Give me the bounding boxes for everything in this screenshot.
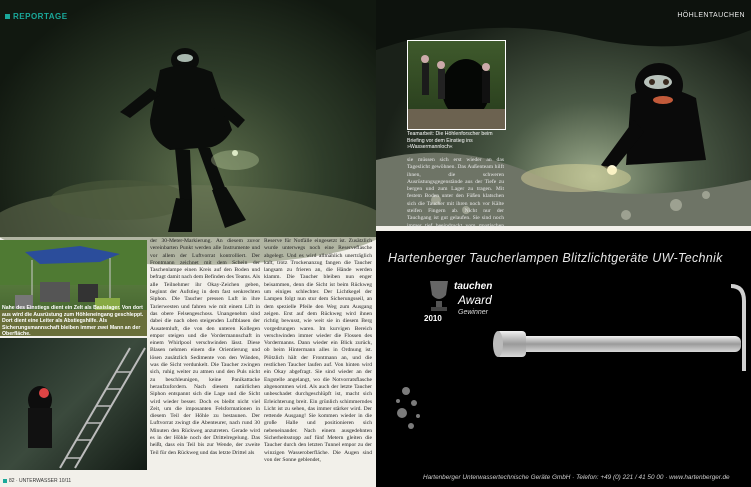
award-line-3: Gewinner [458,309,488,316]
award-year: 2010 [424,314,442,323]
section-label-right: HÖHLENTAUCHEN [677,12,745,19]
ladder-descent-photo [0,338,147,470]
article-column-3: Reserve für Notfälle eingesetzt ist. Zusätzlich wurde unterwegs noch eine Reserveflasche abgelegt. Und es wird allmählich unerträglich kalt, trotz Trockenanzug fangen die Taucher langsam zu frieren an, die Hände werden klamm. Die Taucher bleiben nun enger beisammen, denn die Sicht ist beim Rückweg um einiges schlechter. Der Lichtkegel der Lampen folgt nun stur dem Sicherungsseil, an dem spezielle Pfeile den Weg zum Ausgang zeigen. Erst auf dem Rückweg wird ihnen richtig bewusst, wie weit sie in diesem Berg vorgedrungen waren. Im kurvigen Bereich verschwinden immer wieder die Flossen des Vordermanns. Dann wieder ein Blick zurück, ob beim Hintermann alles in Ordnung ist. Plötzlich hält der Frontmann an, und die restlichen Taucher laufen auf. Von hinten wird ein Okay abgefragt. Sie sind wieder an der Engstelle angelangt, wo die Notvorratsflasche abgenommen wird. Als auch der letzte Taucher unbeschadet durchgeschlüpft ist, macht sich Erleichterung breit. Ein grünlich schimmerndes Licht ist zu sehen, das immer stärker wird. Der rettende Ausgang! Sie kommen wieder in die große Halle und positionieren sich nebeneinander. Nach einem ausgedehnten Sicherheitsstopp auf fünf Metern gleiten die Taucher durch den letzten Tunnel empor zu der winzigen Wasseroberfläche. Die Augen sind von der Sonne geblendet, [264,238,372,463]
caption-base-camp: Nahe des Einstiegs dient ein Zelt als Basislager. Von dort aus wird die Ausrüstung zum Höhleneingang geschleppt. Dort dient eine Leiter als Abstiegshilfe. Als Sicherungsmannschaft bleiben immer zwei Mann an der Oberfläche. [2,305,144,338]
award-line-1: tauchen [454,281,493,292]
briefing-inset-photo [407,40,506,130]
flashlight-product-image [376,231,751,487]
section-label: REPORTAGE [5,12,68,21]
award-line-2: Award [458,293,492,307]
caption-briefing: Teamarbeit: Die Höhlenforscher beim Briefing vor dem Einstieg ins »Wassermannloch« [407,131,493,151]
ad-contact-footer: Hartenberger Unterwassertechnische Geräte GmbH · Telefon: +49 (0) 221 / 41 50 00 · www.hartenberger.de [423,474,730,481]
article-column-right: sie müssen sich erst wieder an das Tageslicht gewöhnen. Das Außenteam hilft ihnen, die schweren Ausrüstungsgegenstände aus der Tiefe zu bergen und zum Lager zu tragen. Mit festem Boden unter den Füßen klatschen sich die Taucher mit ihren noch vor Kälte steifen Fingern ab. Nicht nur der Tauchgang ist gut gelaufen. Sie sind noch immer tief beeindruckt vom mystischen [407,157,504,225]
folio-marker-icon [3,479,7,483]
hartenberger-advertisement [376,231,751,487]
article-column-2: der 30-Meter-Markierung. An diesem zuvor vereinbarten Punkt werden alle Instrumente und vor allem der Luftvorrat kontrolliert. Der Frontmann zeichnet mit dem Schein der Taschenlampe einen Kreis auf den Boden und befragt damit nach dem Befinden des Teams. Als alle Teilnehmer ihr Okay-Zeichen geben, beginnt der Aufstieg in dem fast senkrechten Siphon. Die Taucher pressen Luft in ihre Tarierwesten und fahren wie mit einem Lift in das obere Felsengeschoss. Unangenehm sind dabei die nach oben steigenden Luftblasen der Ausatemluft, die von den unteren Kollegen empor steigen und die Vordermannschaft in einem Whirlpool verschwinden lässt. Diese Blasen nehmen einem die Orientierung und lösen zusätzlich Sedimente von den Wänden, was die Sicht verdunkelt. Die Taucher zwingen sich, ruhig weiter zu atmen und den Puls nicht zu beschleunigen, keine Panikattacke heraufzufordern. Nach diesem natürlichen Siphon entspannt sich die Lage und die Sicht wird wieder besser. Doch es bleibt nicht viel Zeit, um die imposanten Felsformationen in diesem Teil der Höhle zu bestaunen. Der Luftvorrat zwingt die Abenteurer, nach rund 30 Minuten den Rückweg anzutreten. Gerade wird es in der Höhle noch der Drittelregelung. Das heißt, dass ein Teil bis zur Wende, der zweite Teil für den Rückweg und das letzte Drittel als [150,238,260,456]
right-page [376,0,751,487]
briefing-illustration [408,41,505,129]
ladder-illustration [0,338,147,470]
page-folio: 82 · UNTERWASSER 10/11 [3,478,71,484]
diver-cave-photo [0,0,376,237]
ad-headline: Hartenberger Taucherlampen Blitzlichtgeräte UW-Technik [388,251,723,265]
section-marker-icon [5,14,10,19]
diver-illustration [0,0,376,237]
